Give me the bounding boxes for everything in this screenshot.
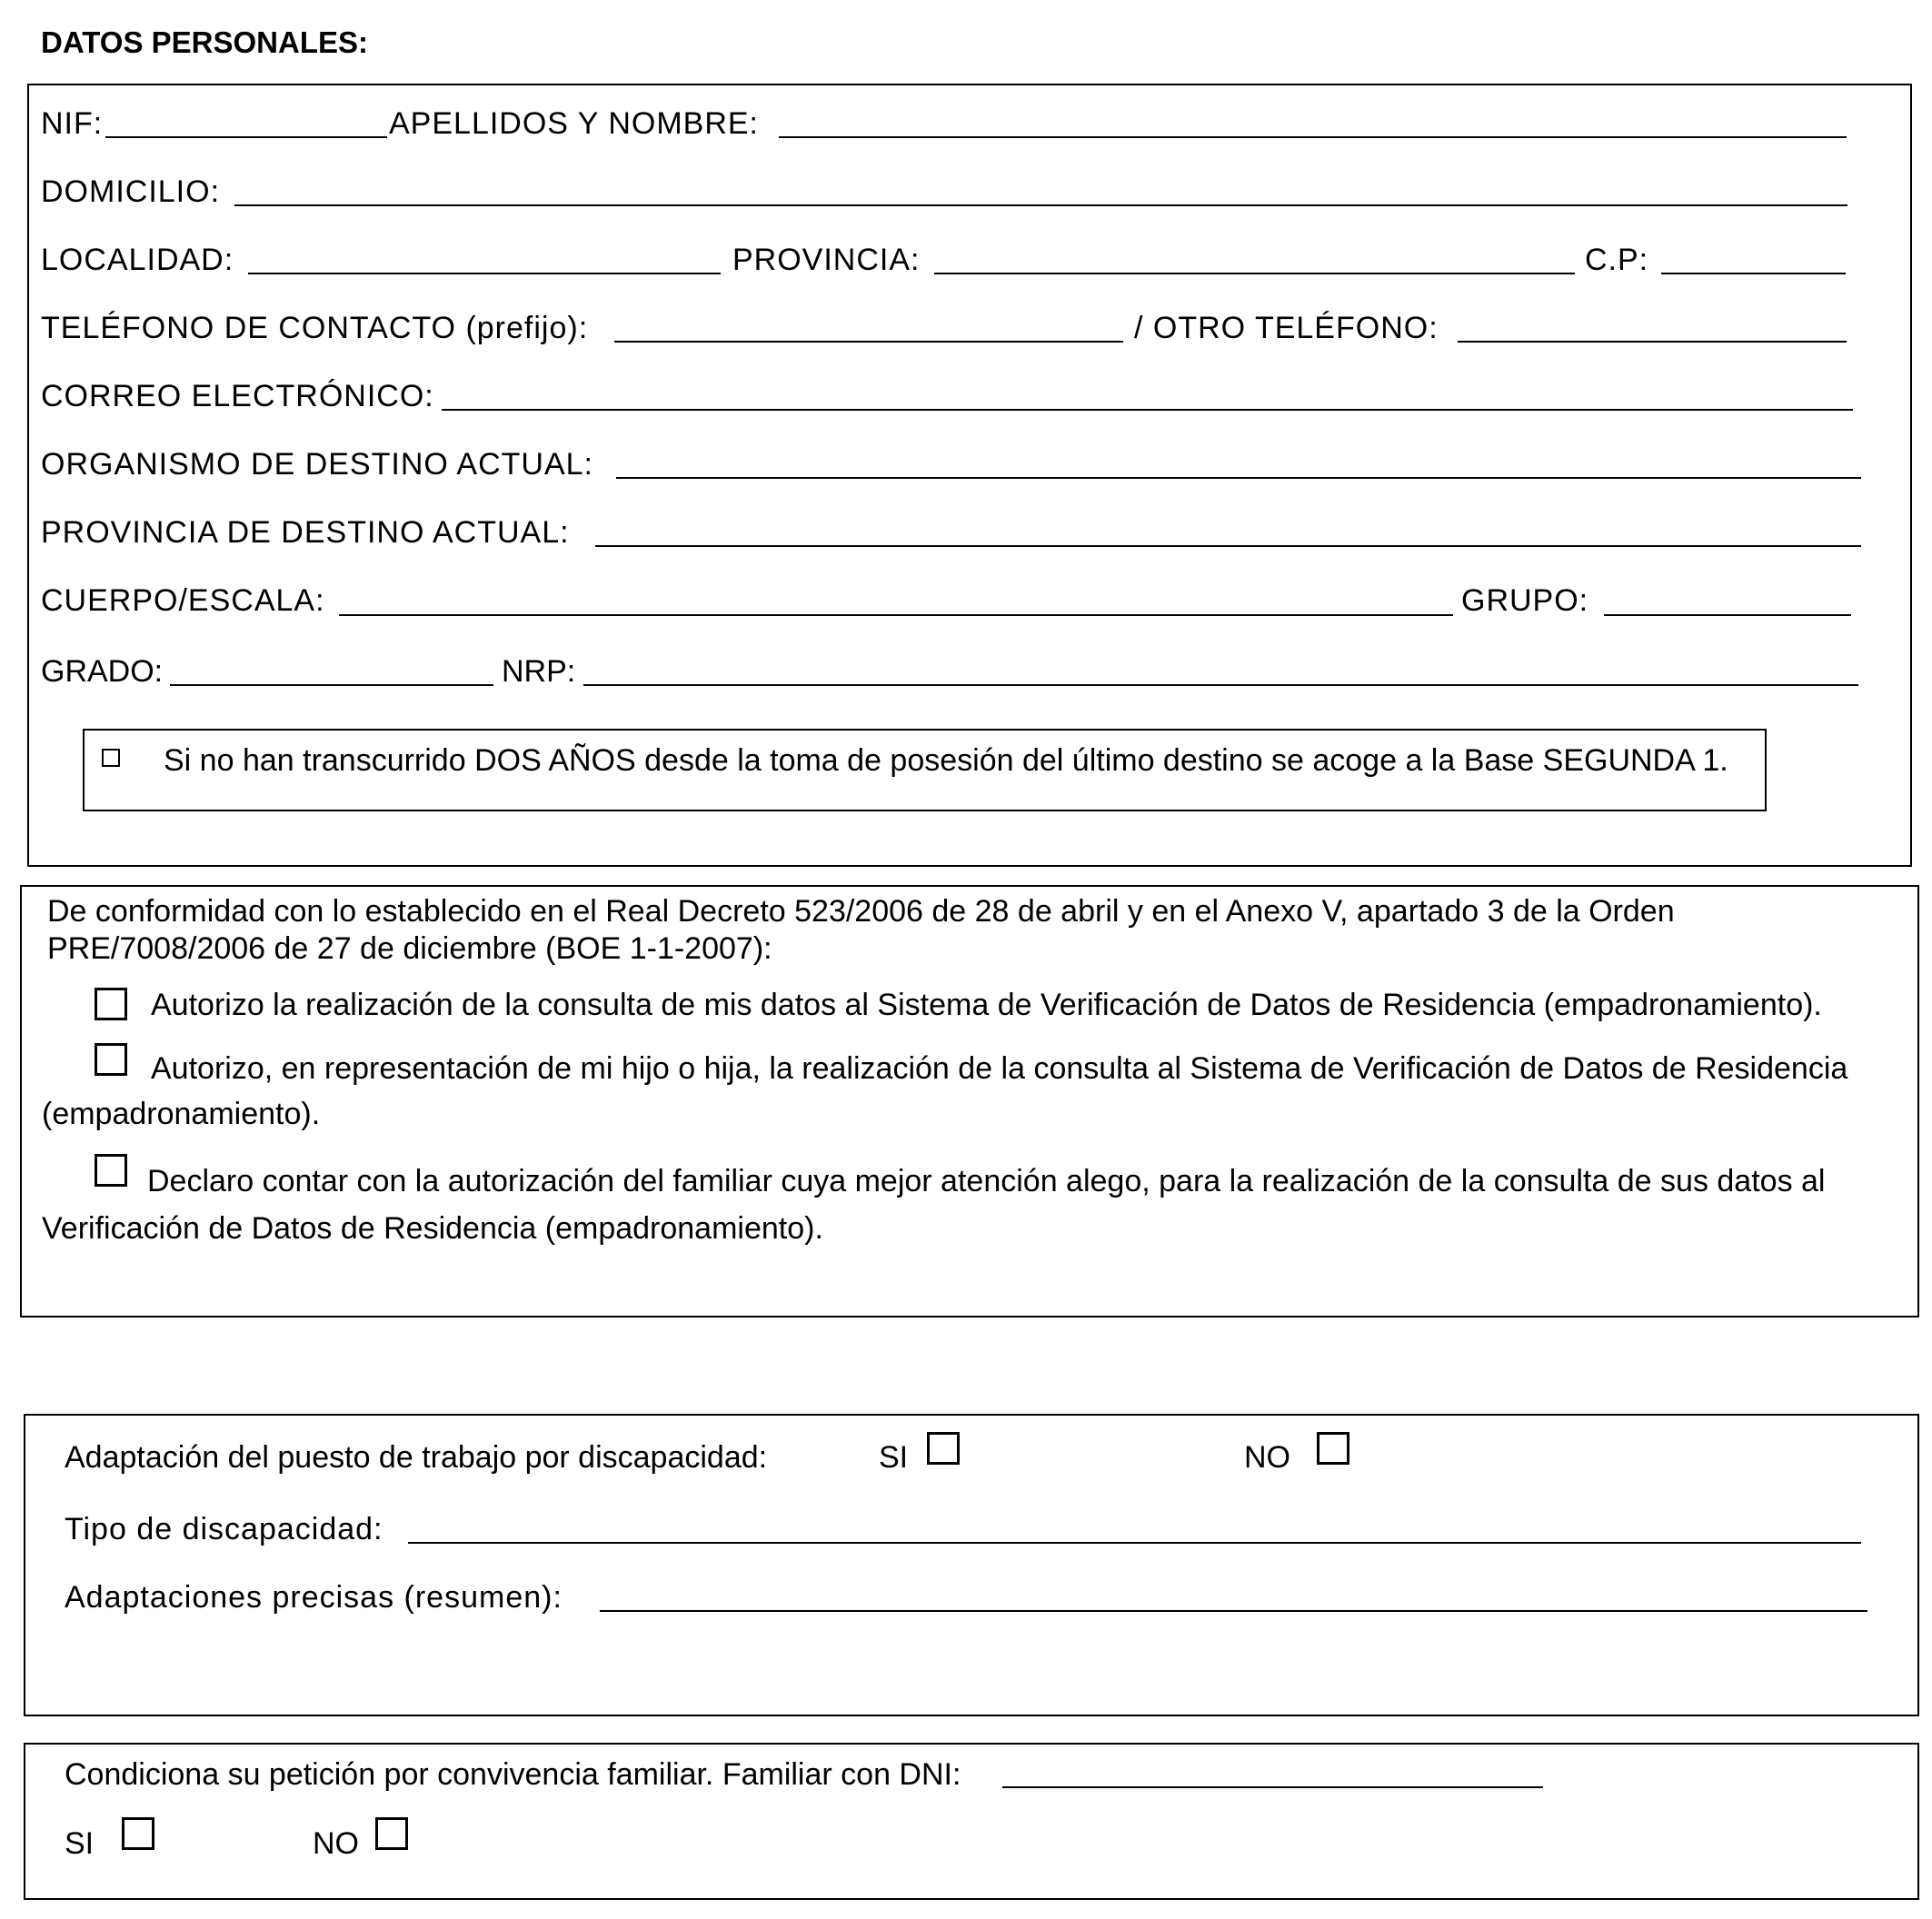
provincia-destino-field[interactable] bbox=[595, 545, 1861, 547]
adaptacion-no-label: NO bbox=[1244, 1440, 1290, 1475]
provincia-destino-label: PROVINCIA DE DESTINO ACTUAL: bbox=[41, 515, 570, 550]
telefono-label: TELÉFONO DE CONTACTO (prefijo): bbox=[41, 311, 589, 345]
organismo-field[interactable] bbox=[616, 477, 1861, 479]
base-segunda-text: Si no han transcurrido DOS AÑOS desde la toma de posesión del último destino se acoge a la Base SEGUNDA 1. bbox=[164, 743, 1728, 778]
cuerpo-field[interactable] bbox=[339, 614, 1453, 616]
base-segunda-checkbox[interactable] bbox=[102, 749, 120, 767]
apellidos-label: APELLIDOS Y NOMBRE: bbox=[389, 106, 759, 141]
convivencia-no-checkbox[interactable] bbox=[375, 1817, 408, 1850]
consent-child-text-line2: (empadronamiento). bbox=[42, 1097, 321, 1131]
adaptacion-label: Adaptación del puesto de trabajo por discapacidad: bbox=[65, 1440, 768, 1475]
adaptacion-no-checkbox[interactable] bbox=[1317, 1432, 1349, 1465]
consent-child-text-line1: Autorizo, en representación de mi hijo o hija, la realización de la consulta al Sistema de Verificación de Datos de Residencia bbox=[151, 1051, 1848, 1086]
domicilio-field[interactable] bbox=[234, 204, 1847, 206]
otro-telefono-field[interactable] bbox=[1458, 341, 1847, 343]
convivencia-si-checkbox[interactable] bbox=[122, 1817, 154, 1850]
correo-label: CORREO ELECTRÓNICO: bbox=[41, 379, 434, 413]
consent-intro-line1: De conformidad con lo establecido en el Real Decreto 523/2006 de 28 de abril y en el Anexo V, apartado 3 de la Orden bbox=[47, 894, 1675, 929]
adaptacion-si-checkbox[interactable] bbox=[927, 1432, 960, 1465]
nrp-label: NRP: bbox=[502, 654, 576, 689]
grado-label: GRADO: bbox=[41, 654, 164, 689]
convivencia-no-label: NO bbox=[313, 1826, 359, 1861]
telefono-field[interactable] bbox=[614, 341, 1123, 343]
consent-own-checkbox[interactable] bbox=[95, 988, 127, 1020]
provincia-field[interactable] bbox=[934, 273, 1575, 274]
grupo-label: GRUPO: bbox=[1461, 583, 1589, 618]
convivencia-label: Condiciona su petición por convivencia familiar. Familiar con DNI: bbox=[65, 1757, 961, 1792]
convivencia-si-label: SI bbox=[65, 1826, 95, 1861]
correo-field[interactable] bbox=[442, 409, 1853, 411]
adaptaciones-field[interactable] bbox=[600, 1610, 1867, 1612]
localidad-field[interactable] bbox=[248, 273, 721, 274]
localidad-label: LOCALIDAD: bbox=[41, 243, 234, 277]
cp-label: C.P: bbox=[1585, 243, 1649, 277]
nrp-field[interactable] bbox=[583, 684, 1858, 686]
section-title: DATOS PERSONALES: bbox=[41, 25, 368, 59]
cp-field[interactable] bbox=[1661, 273, 1846, 274]
familiar-dni-field[interactable] bbox=[1002, 1786, 1543, 1788]
consent-child-checkbox[interactable] bbox=[95, 1043, 127, 1076]
nif-label: NIF: bbox=[41, 106, 104, 141]
organismo-label: ORGANISMO DE DESTINO ACTUAL: bbox=[41, 447, 593, 482]
tipo-discapacidad-field[interactable] bbox=[408, 1542, 1861, 1544]
domicilio-label: DOMICILIO: bbox=[41, 174, 221, 209]
consent-intro-line2: PRE/7008/2006 de 27 de diciembre (BOE 1-1-2007): bbox=[47, 931, 772, 966]
apellidos-field[interactable] bbox=[779, 136, 1847, 138]
provincia-label: PROVINCIA: bbox=[732, 243, 921, 277]
consent-family-text-line1: Declaro contar con la autorización del familiar cuya mejor atención alego, para la realización de la consulta de sus datos al bbox=[147, 1164, 1826, 1198]
grado-field[interactable] bbox=[170, 684, 493, 686]
consent-family-checkbox[interactable] bbox=[95, 1154, 127, 1187]
tipo-discapacidad-label: Tipo de discapacidad: bbox=[65, 1512, 383, 1546]
cuerpo-label: CUERPO/ESCALA: bbox=[41, 583, 325, 618]
consent-own-text: Autorizo la realización de la consulta de mis datos al Sistema de Verificación de Datos de Residencia (empadronamiento). bbox=[151, 988, 1822, 1022]
nif-field[interactable] bbox=[105, 136, 387, 138]
grupo-field[interactable] bbox=[1604, 614, 1851, 616]
otro-telefono-label: / OTRO TELÉFONO: bbox=[1134, 311, 1439, 345]
adaptacion-si-label: SI bbox=[879, 1440, 909, 1475]
consent-family-text-line2: Verificación de Datos de Residencia (empadronamiento). bbox=[42, 1211, 823, 1246]
adaptaciones-label: Adaptaciones precisas (resumen): bbox=[65, 1580, 563, 1615]
